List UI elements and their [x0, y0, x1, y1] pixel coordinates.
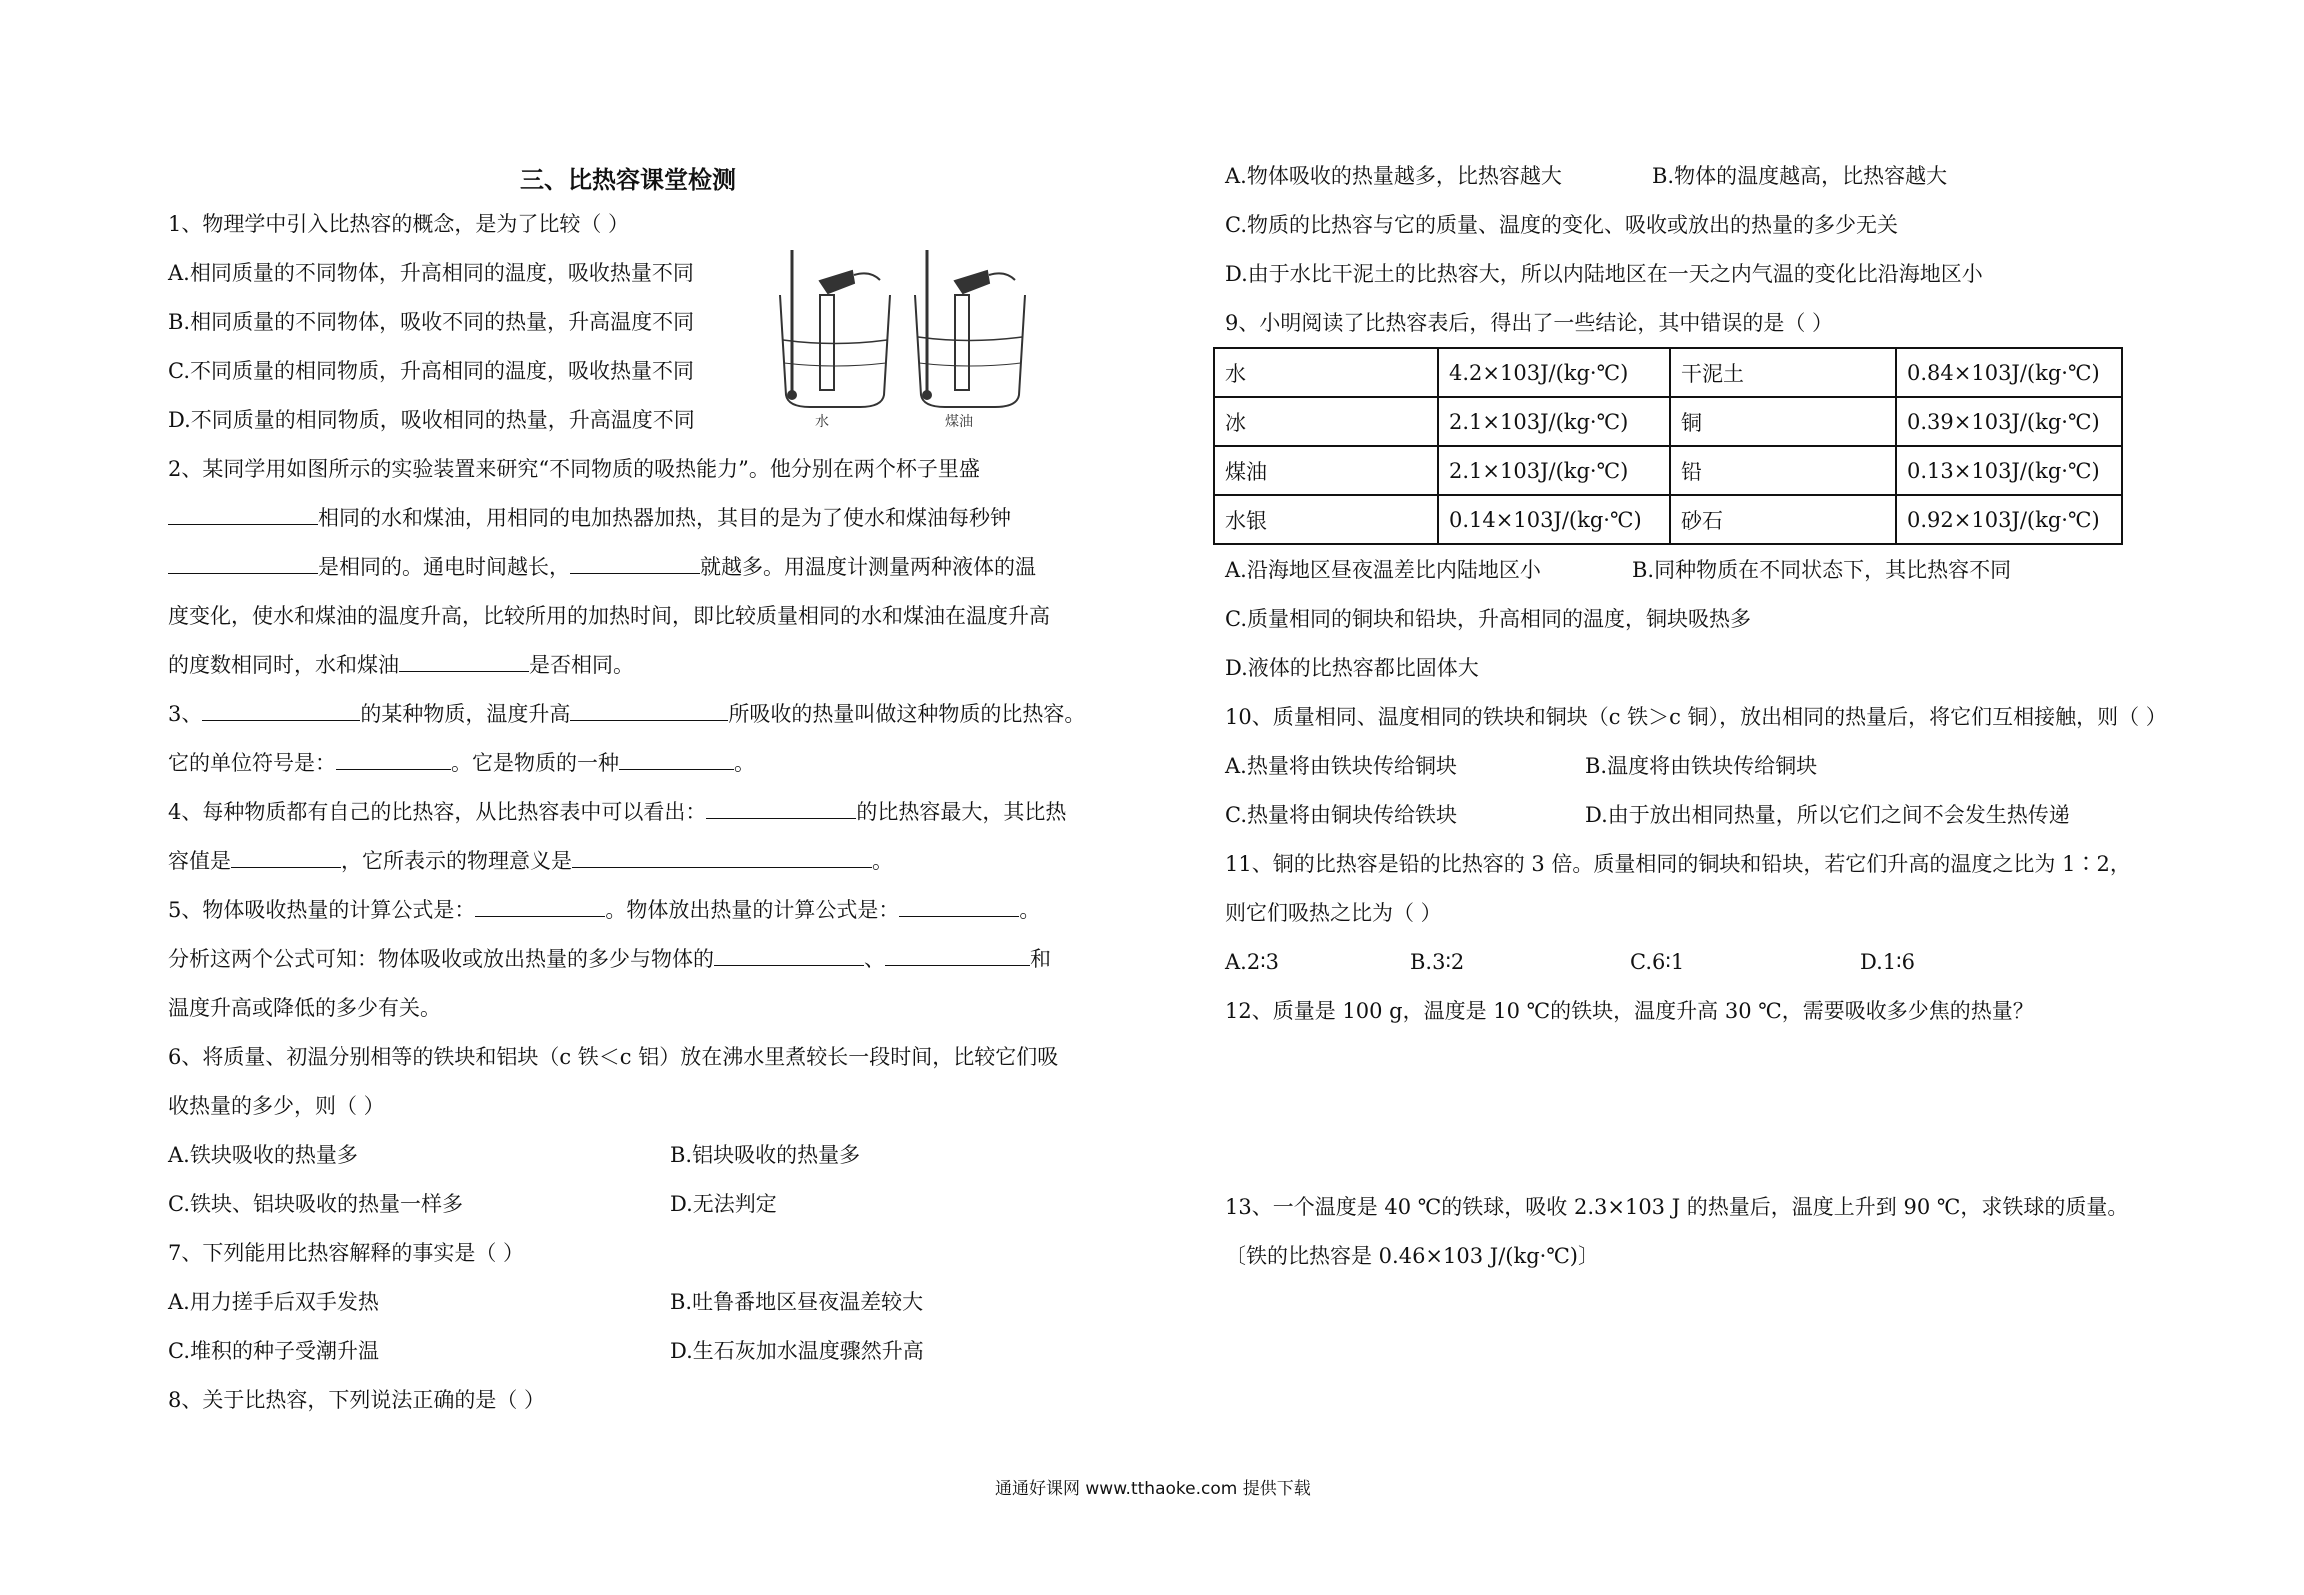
q11-option-a: A.2∶3 — [1225, 950, 1280, 974]
table-cell: 煤油 — [1214, 446, 1438, 495]
answer-blank[interactable] — [706, 798, 856, 819]
q6-line-1: 6、将质量、初温分别相等的铁块和铝块（c 铁＜c 铝）放在沸水里煮较长一段时间，比较它们吸 — [168, 1045, 1059, 1069]
table-cell: 铅 — [1670, 446, 1896, 495]
answer-blank[interactable] — [885, 945, 1030, 966]
q8-option-c: C.物质的比热容与它的质量、温度的变化、吸收或放出的热量的多少无关 — [1225, 213, 1898, 237]
q9-option-c: C.质量相同的铜块和铅块，升高相同的温度，铜块吸热多 — [1225, 607, 1751, 631]
q11-line-2: 则它们吸热之比为（ ） — [1225, 901, 1442, 925]
q7-option-a: A.用力搓手后双手发热 — [168, 1290, 379, 1314]
answer-blank[interactable] — [570, 553, 700, 574]
q10-option-d: D.由于放出相同热量，所以它们之间不会发生热传递 — [1585, 803, 2070, 827]
q6-line-2: 收热量的多少，则（ ） — [168, 1094, 385, 1118]
q8-option-a: A.物体吸收的热量越多，比热容越大 — [1225, 164, 1562, 188]
q2-line-4: 度变化，使水和煤油的温度升高，比较所用的加热时间，即比较质量相同的水和煤油在温度升高 — [168, 604, 1050, 628]
table-row — [1214, 348, 2122, 397]
answer-blank[interactable] — [202, 700, 360, 721]
q5-line-3: 温度升高或降低的多少有关。 — [168, 996, 441, 1020]
q7-stem: 7、下列能用比热容解释的事实是（ ） — [168, 1241, 525, 1265]
q6-option-a: A.铁块吸收的热量多 — [168, 1143, 358, 1167]
q2-line-3: 是相同的。通电时间越长， 就越多。用温度计测量两种液体的温 — [168, 553, 1036, 581]
answer-blank[interactable] — [168, 504, 318, 525]
answer-blank[interactable] — [570, 700, 728, 721]
q2-line-2: 相同的水和煤油，用相同的电加热器加热，其目的是为了使水和煤油每秒钟 — [168, 504, 1011, 532]
table-cell: 水银 — [1214, 495, 1438, 544]
table-cell: 砂石 — [1670, 495, 1896, 544]
table-cell: 干泥土 — [1670, 348, 1896, 397]
q8-stem: 8、关于比热容，下列说法正确的是（ ） — [168, 1388, 546, 1412]
q6-option-d: D.无法判定 — [670, 1192, 777, 1216]
q6-option-b: B.铝块吸收的热量多 — [670, 1143, 861, 1167]
q9-option-d: D.液体的比热容都比固体大 — [1225, 656, 1479, 680]
figure-label-kerosene: 煤油 — [945, 414, 973, 430]
q3-line-2: 它的单位符号是： 。它是物质的一种 。 — [168, 751, 755, 775]
q9-option-b: B.同种物质在不同状态下，其比热容不同 — [1632, 558, 2012, 582]
q8-option-b: B.物体的温度越高，比热容越大 — [1652, 164, 1948, 188]
q1-option-b: B.相同质量的不同物体，吸收不同的热量，升高温度不同 — [168, 310, 695, 334]
table-cell: 冰 — [1214, 397, 1438, 446]
answer-blank[interactable] — [231, 847, 341, 868]
q5-line-2: 分析这两个公式可知：物体吸收或放出热量的多少与物体的 、 和 — [168, 947, 1051, 971]
q11-option-b: B.3∶2 — [1410, 950, 1465, 974]
table-cell: 铜 — [1670, 397, 1896, 446]
answer-blank[interactable] — [336, 749, 451, 770]
q10-stem: 10、质量相同、温度相同的铁块和铜块（c 铁＞c 铜），放出相同的热量后，将它们互相接触，则（ ） — [1225, 705, 2167, 729]
q7-option-b: B.吐鲁番地区昼夜温差较大 — [670, 1290, 924, 1314]
answer-blank[interactable] — [619, 749, 734, 770]
table-cell: 4.2×103J/(kg·℃) — [1438, 348, 1670, 397]
q6-option-c: C.铁块、铝块吸收的热量一样多 — [168, 1192, 463, 1216]
table-cell: 2.1×103J/(kg·℃) — [1438, 397, 1670, 446]
q11-option-c: C.6∶1 — [1630, 950, 1685, 974]
table-row — [1214, 397, 2122, 446]
answer-blank[interactable] — [399, 651, 529, 672]
q13-line-2: 〔铁的比热容是 0.46×103 J/(kg·℃)〕 — [1225, 1244, 1600, 1268]
kerosene-beaker — [915, 250, 1025, 407]
q7-option-c: C.堆积的种子受潮升温 — [168, 1339, 379, 1363]
q11-option-d: D.1∶6 — [1860, 950, 1915, 974]
q2-line-1: 2、某同学用如图所示的实验装置来研究“不同物质的吸热能力”。他分别在两个杯子里盛 — [168, 457, 980, 481]
figure-label-water: 水 — [815, 414, 829, 430]
q1-option-a: A.相同质量的不同物体，升高相同的温度，吸收热量不同 — [168, 261, 694, 285]
q1-stem: 1、物理学中引入比热容的概念，是为了比较（ ） — [168, 212, 630, 236]
answer-blank[interactable] — [475, 896, 605, 917]
q2-line-5: 的度数相同时，水和煤油 是否相同。 — [168, 653, 634, 677]
table-row — [1214, 446, 2122, 495]
q9-option-a: A.沿海地区昼夜温差比内陆地区小 — [1225, 558, 1541, 582]
q1-option-d: D.不同质量的相同物质，吸收相同的热量，升高温度不同 — [168, 408, 695, 432]
beaker-experiment-figure — [770, 245, 1030, 430]
answer-blank[interactable] — [168, 553, 318, 574]
q10-option-a: A.热量将由铁块传给铜块 — [1225, 754, 1457, 778]
q7-option-d: D.生石灰加水温度骤然升高 — [670, 1339, 924, 1363]
q5-line-1: 5、物体吸收热量的计算公式是： 。物体放出热量的计算公式是： 。 — [168, 898, 1041, 922]
table-cell: 0.14×103J/(kg·℃) — [1438, 495, 1670, 544]
table-cell: 水 — [1214, 348, 1438, 397]
q1-option-c: C.不同质量的相同物质，升高相同的温度，吸收热量不同 — [168, 359, 694, 383]
q12-stem: 12、质量是 100 g，温度是 10 ℃的铁块，温度升高 30 ℃，需要吸收多少焦的热量？ — [1225, 999, 2034, 1023]
q13-line-1: 13、一个温度是 40 ℃的铁球，吸收 2.3×103 J 的热量后，温度上升到 90 ℃，求铁球的质量。 — [1225, 1195, 2129, 1219]
table-row — [1214, 495, 2122, 544]
answer-blank[interactable] — [899, 896, 1019, 917]
table-cell: 2.1×103J/(kg·℃) — [1438, 446, 1670, 495]
page-title: 三、比热容课堂检测 — [520, 165, 736, 194]
q3-line-1: 3、 的某种物质，温度升高 所吸收的热量叫做这种物质的比热容。 — [168, 702, 1086, 726]
q4-line-1: 4、每种物质都有自己的比热容，从比热容表中可以看出： 的比热容最大，其比热 — [168, 800, 1067, 824]
water-beaker — [780, 250, 890, 407]
page-footer: 通通好课网 www.tthaoke.com 提供下载 — [995, 1479, 1311, 1499]
table-cell: 0.92×103J/(kg·℃) — [1896, 495, 2122, 544]
q10-option-c: C.热量将由铜块传给铁块 — [1225, 803, 1457, 827]
q11-line-1: 11、铜的比热容是铅的比热容的 3 倍。质量相同的铜块和铅块，若它们升高的温度之比为 1∶2， — [1225, 852, 2131, 876]
q8-option-d: D.由于水比干泥土的比热容大，所以内陆地区在一天之内气温的变化比沿海地区小 — [1225, 262, 1983, 286]
q9-stem: 9、小明阅读了比热容表后，得出了一些结论，其中错误的是（ ） — [1225, 311, 1834, 335]
answer-blank[interactable] — [572, 847, 872, 868]
table-cell: 0.84×103J/(kg·℃) — [1896, 348, 2122, 397]
specific-heat-table — [1213, 347, 2123, 545]
table-cell: 0.13×103J/(kg·℃) — [1896, 446, 2122, 495]
q4-line-2: 容值是 ，它所表示的物理意义是 。 — [168, 849, 893, 873]
answer-blank[interactable] — [714, 945, 864, 966]
table-cell: 0.39×103J/(kg·℃) — [1896, 397, 2122, 446]
q10-option-b: B.温度将由铁块传给铜块 — [1585, 754, 1818, 778]
